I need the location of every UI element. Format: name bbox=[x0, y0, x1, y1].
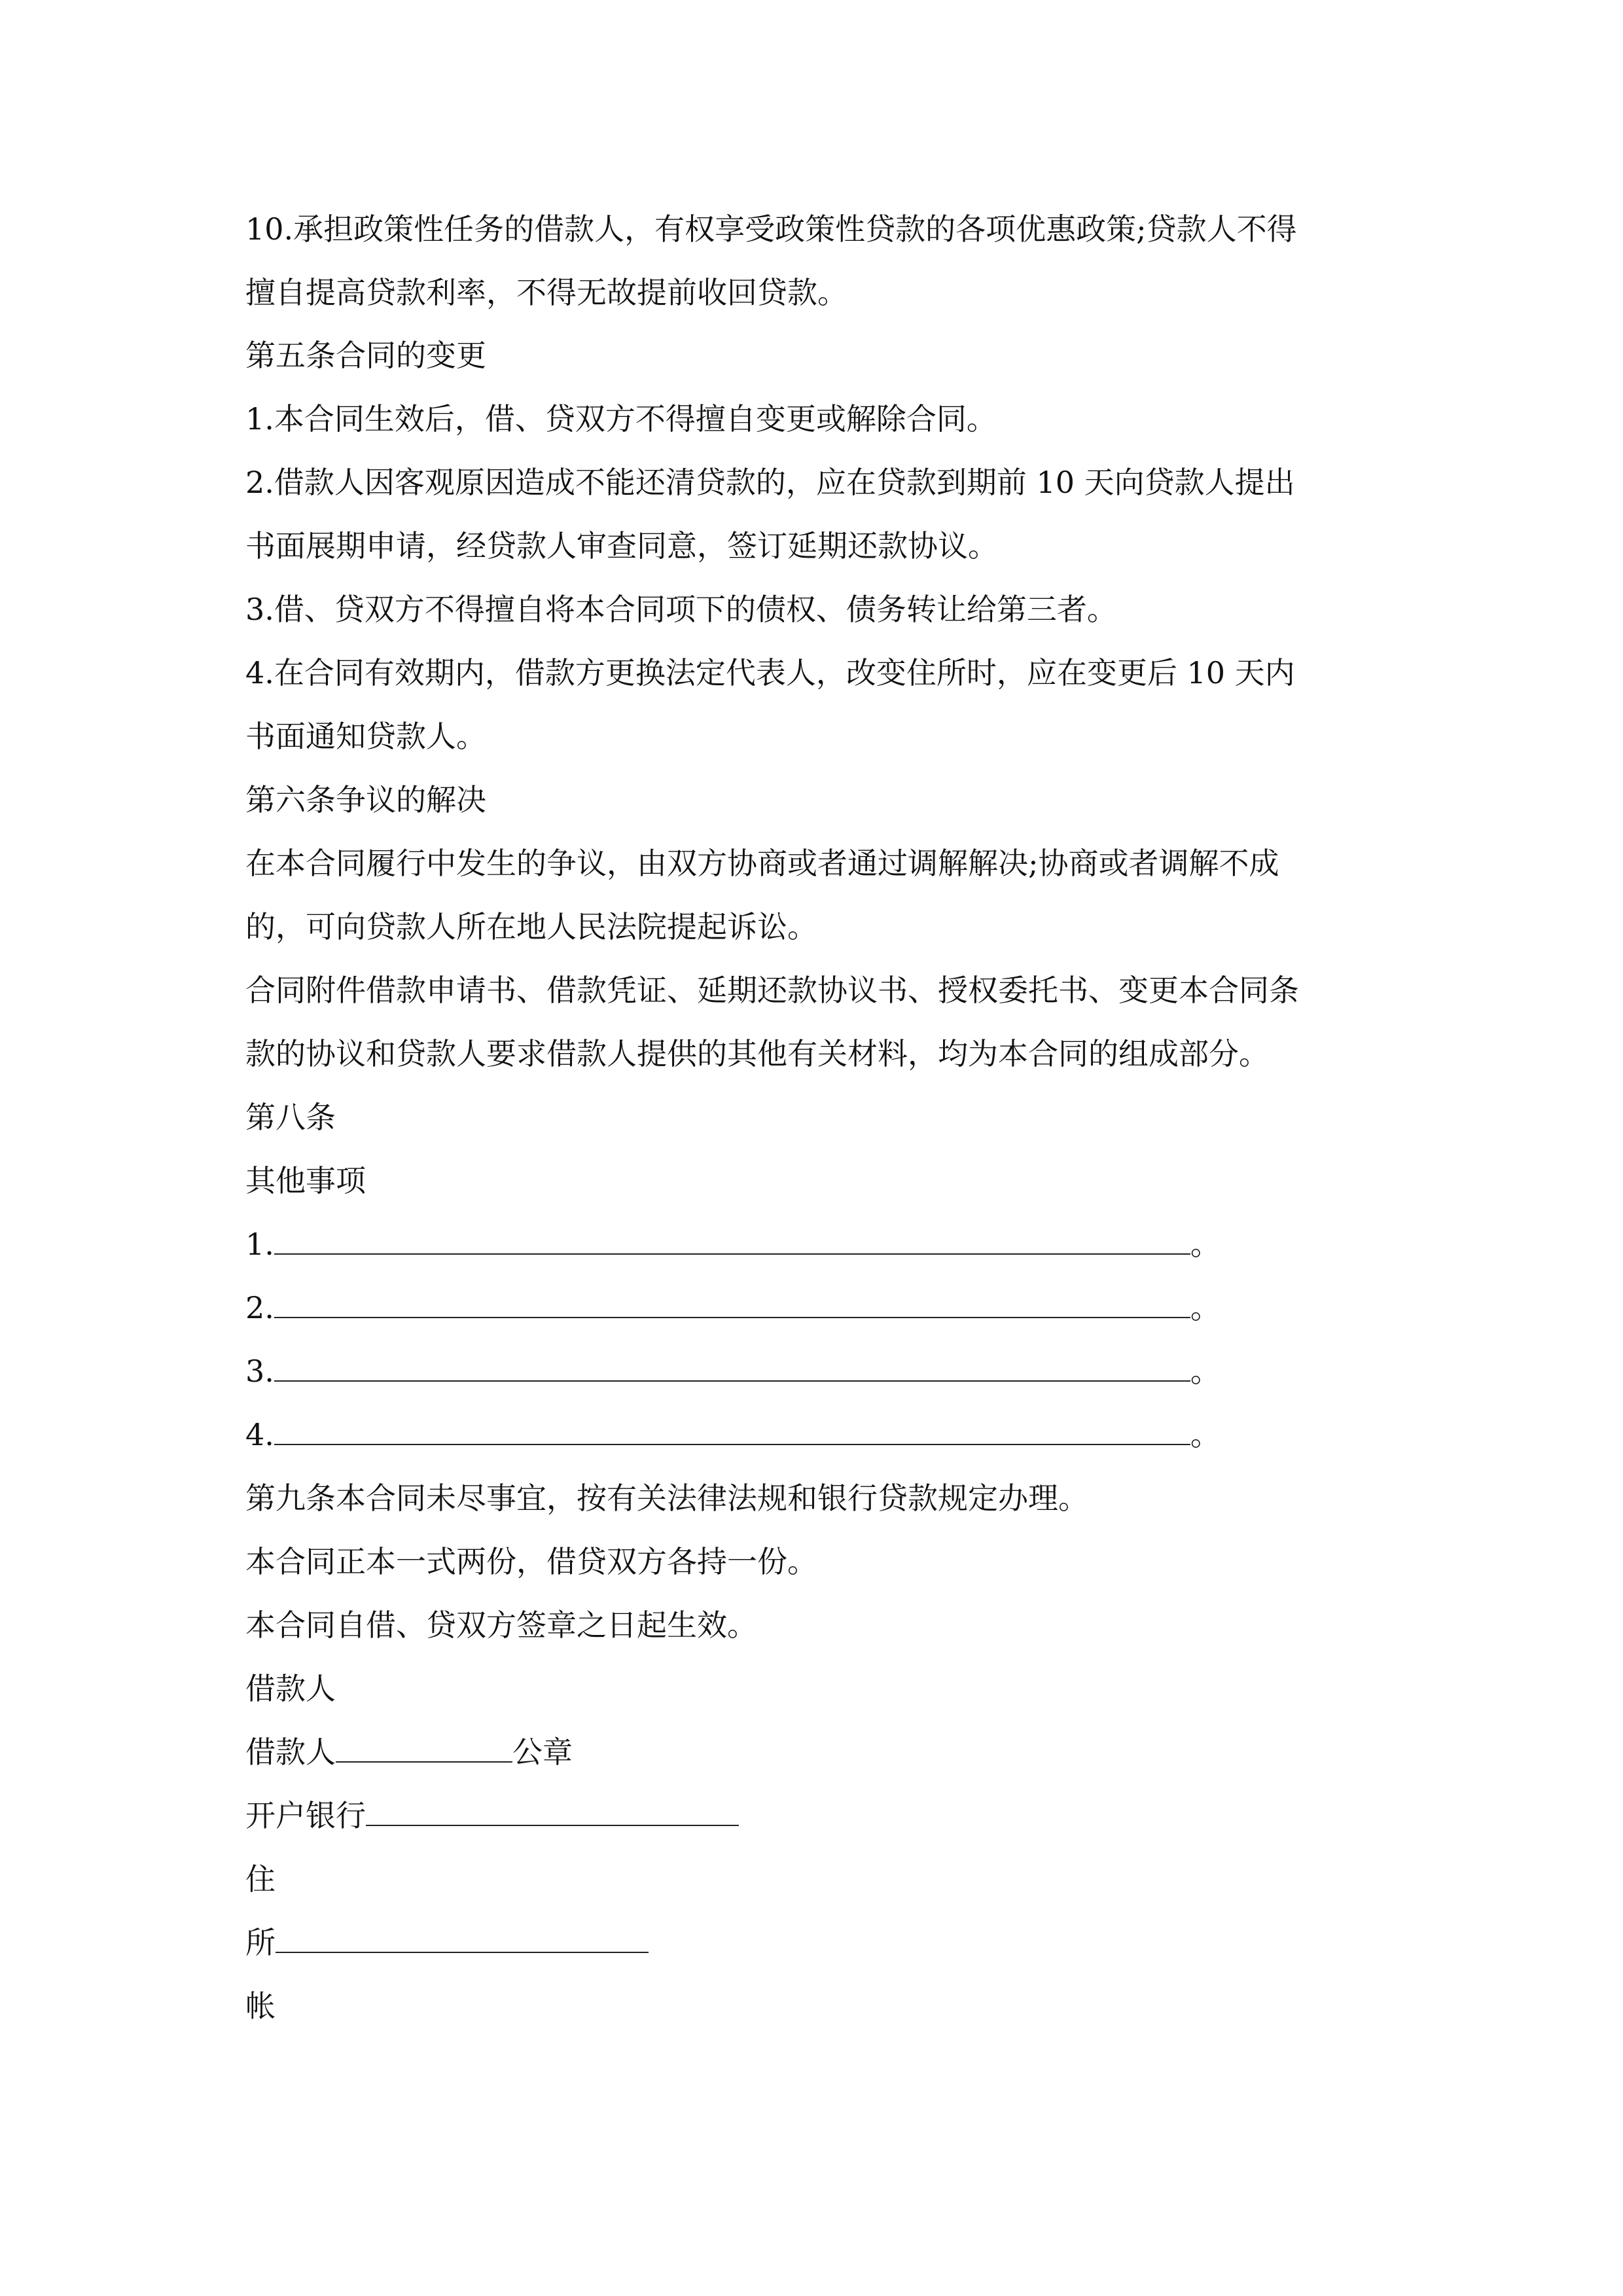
account-label: 帐 bbox=[245, 1988, 276, 2024]
article5-item3: 3.借、贷双方不得擅自将本合同项下的债权、债务转让给第三者。 bbox=[245, 592, 1117, 627]
effective-clause: 本合同自借、贷双方签章之日起生效。 bbox=[245, 1607, 757, 1643]
borrower-seal-line bbox=[245, 1732, 573, 1772]
other-item-end: 。 bbox=[1190, 1227, 1221, 1262]
address-label-first: 住 bbox=[245, 1861, 276, 1897]
article4-item10-line2: 擅自提高贷款利率，不得无故提前收回贷款。 bbox=[245, 275, 847, 310]
attachments-line1: 合同附件借款申请书、借款凭证、延期还款协议书、授权委托书、变更本合同条 bbox=[245, 973, 1299, 1008]
other-item-number: 1. bbox=[245, 1227, 274, 1262]
fill-in-blank[interactable] bbox=[274, 1225, 1190, 1255]
article5-item1: 1.本合同生效后，借、贷双方不得擅自变更或解除合同。 bbox=[245, 401, 997, 437]
address-label-second: 所 bbox=[245, 1925, 276, 1960]
article6-line2: 的，可向贷款人所在地人民法院提起诉讼。 bbox=[245, 909, 817, 944]
article5-title: 第五条合同的变更 bbox=[245, 338, 486, 373]
address-line bbox=[245, 1923, 649, 1962]
other-item-end: 。 bbox=[1190, 1417, 1221, 1452]
borrower-blank[interactable] bbox=[336, 1732, 512, 1763]
other-item-4 bbox=[245, 1415, 1221, 1454]
other-item-2 bbox=[245, 1288, 1221, 1327]
fill-in-blank[interactable] bbox=[274, 1352, 1190, 1382]
other-item-3 bbox=[245, 1352, 1221, 1391]
article5-item2-line1: 2.借款人因客观原因造成不能还清贷款的，应在贷款到期前 10 天向贷款人提出 bbox=[245, 465, 1295, 500]
bank-line bbox=[245, 1796, 739, 1835]
other-item-1 bbox=[245, 1225, 1221, 1264]
seal-label: 公章 bbox=[512, 1734, 573, 1770]
article8-title: 第八条 bbox=[245, 1100, 336, 1135]
other-item-number: 4. bbox=[245, 1417, 274, 1452]
other-item-end: 。 bbox=[1190, 1354, 1221, 1389]
article5-item4-line2: 书面通知贷款人。 bbox=[245, 719, 486, 754]
borrower-heading: 借款人 bbox=[245, 1671, 336, 1706]
other-item-number: 2. bbox=[245, 1290, 274, 1325]
article9: 第九条本合同未尽事宜，按有关法律法规和银行贷款规定办理。 bbox=[245, 1480, 1088, 1516]
fill-in-blank[interactable] bbox=[274, 1415, 1190, 1445]
article6-title: 第六条争议的解决 bbox=[245, 782, 486, 817]
bank-blank[interactable] bbox=[366, 1796, 739, 1826]
fill-in-blank[interactable] bbox=[274, 1288, 1190, 1318]
article5-item4-line1: 4.在合同有效期内，借款方更换法定代表人，改变住所时，应在变更后 10 天内 bbox=[245, 655, 1295, 691]
attachments-line2: 款的协议和贷款人要求借款人提供的其他有关材料，均为本合同的组成部分。 bbox=[245, 1036, 1269, 1071]
other-item-end: 。 bbox=[1190, 1290, 1221, 1325]
other-matters-heading: 其他事项 bbox=[245, 1163, 366, 1198]
bank-label: 开户银行 bbox=[245, 1798, 366, 1833]
copies-clause: 本合同正本一式两份，借贷双方各持一份。 bbox=[245, 1544, 817, 1579]
article4-item10-line1: 10.承担政策性任务的借款人，有权享受政策性贷款的各项优惠政策;贷款人不得 bbox=[245, 211, 1297, 247]
borrower-label: 借款人 bbox=[245, 1734, 336, 1770]
other-item-number: 3. bbox=[245, 1354, 274, 1389]
address-blank[interactable] bbox=[276, 1923, 649, 1953]
article5-item2-line2: 书面展期申请，经贷款人审查同意，签订延期还款协议。 bbox=[245, 528, 998, 564]
article6-line1: 在本合同履行中发生的争议，由双方协商或者通过调解解决;协商或者调解不成 bbox=[245, 846, 1279, 881]
